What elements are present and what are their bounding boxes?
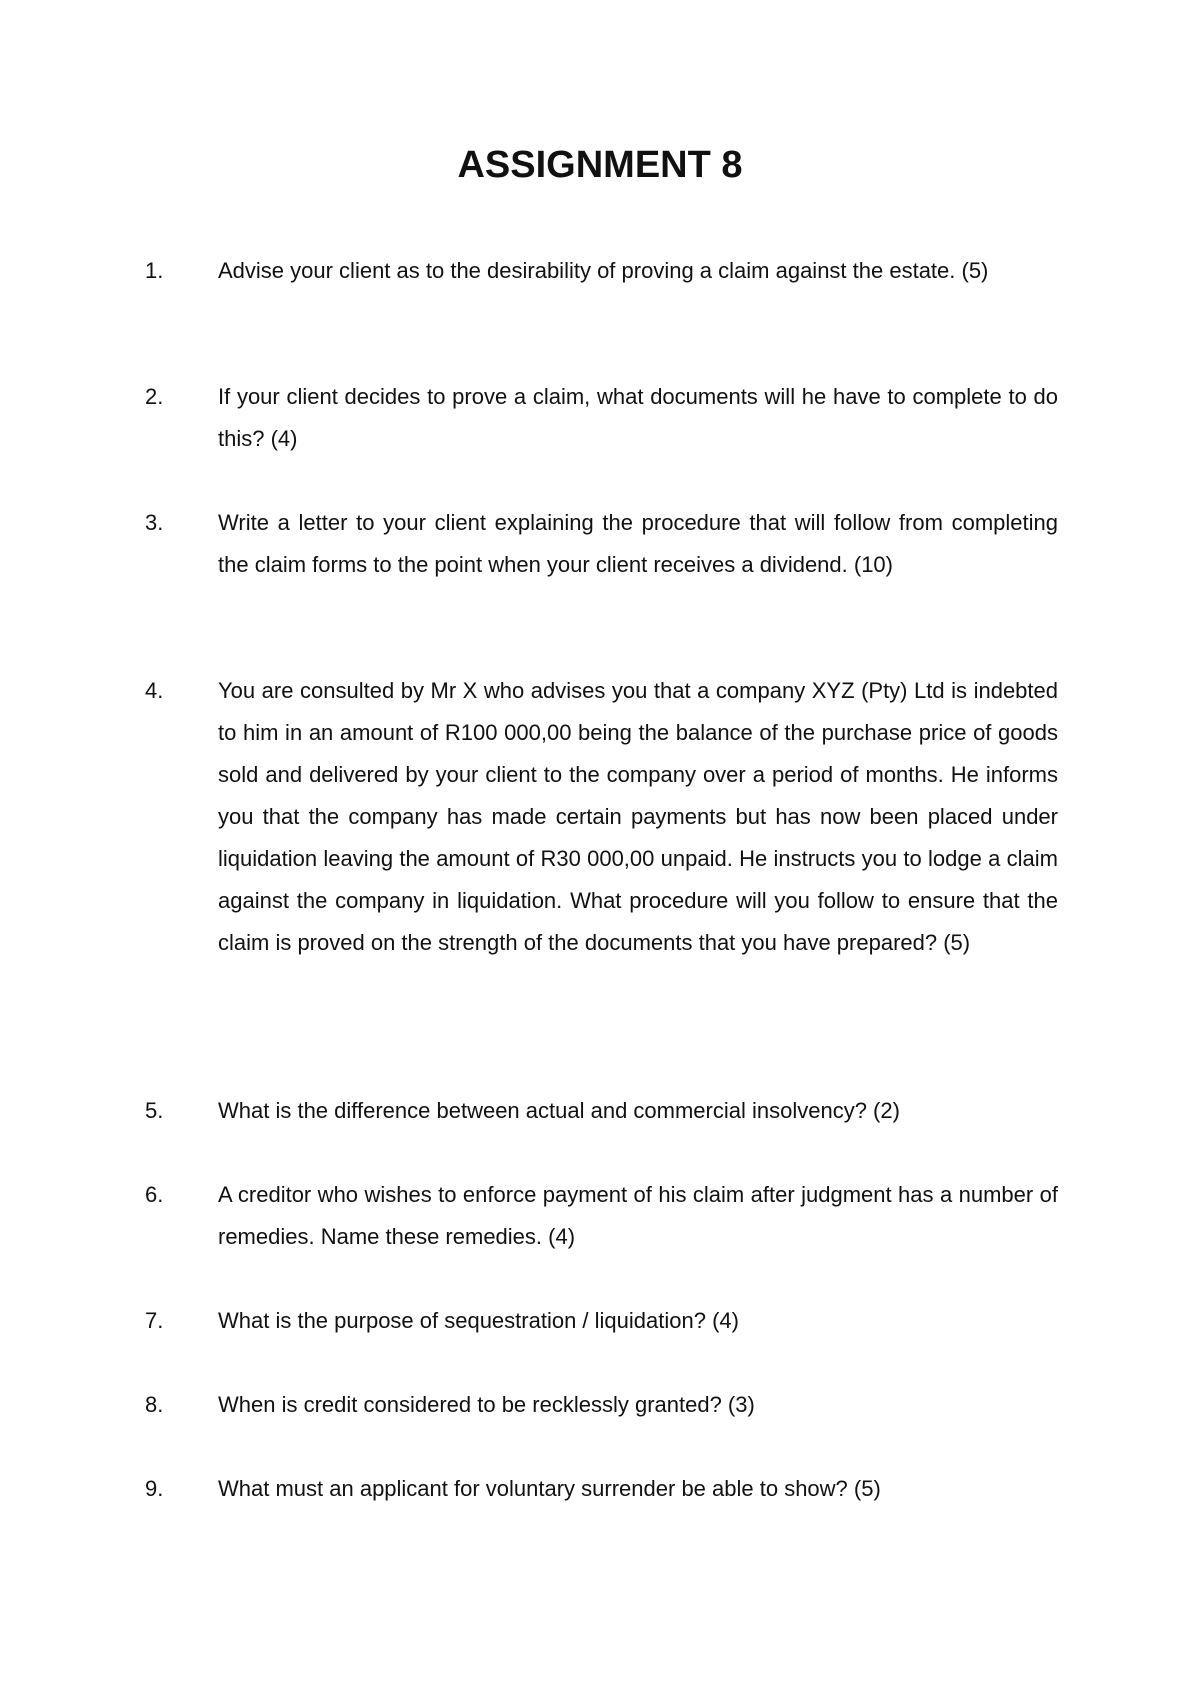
question-number: 2. [145, 384, 164, 409]
question-number: 7. [145, 1308, 164, 1333]
question-number: 5. [145, 1098, 164, 1123]
page-title: ASSIGNMENT 8 [457, 144, 743, 186]
question-text: When is credit considered to be recklessly granted? (3) [218, 1392, 755, 1417]
question-text: You are consulted by Mr X who advises you that a company XYZ (Pty) Ltd is indebted to him in an amount of R100 000,00 being the balance of the purchase price of goods sold and delivered by your client to the company over a period of months. He informs you that the company has made certain payments but has now been placed under liquidation leaving the amount of R30 000,00 unpaid. He instructs you to lodge a claim against the company in liquidation. What procedure will you follow to ensure that the claim is proved on the strength of the documents that you have prepared? (5) [218, 678, 1058, 955]
question-number: 9. [145, 1476, 164, 1501]
question-number: 4. [145, 678, 164, 703]
question-number: 6. [145, 1182, 164, 1207]
question-text: What is the purpose of sequestration / liquidation? (4) [218, 1308, 739, 1333]
question-number: 3. [145, 510, 164, 535]
question-number: 1. [145, 258, 164, 283]
question-text: What is the difference between actual and commercial insolvency? (2) [218, 1098, 900, 1123]
question-text: Write a letter to your client explaining the procedure that will follow from completing the claim forms to the point when your client receives a dividend. (10) [218, 510, 1058, 577]
question-text: Advise your client as to the desirability of proving a claim against the estate. (5) [218, 258, 989, 283]
question-text: A creditor who wishes to enforce payment of his claim after judgment has a number of remedies. Name these remedies. (4) [218, 1182, 1058, 1249]
question-number: 8. [145, 1392, 164, 1417]
question-text: If your client decides to prove a claim, what documents will he have to complete to do this? (4) [218, 384, 1058, 451]
question-text: What must an applicant for voluntary surrender be able to show? (5) [218, 1476, 881, 1501]
